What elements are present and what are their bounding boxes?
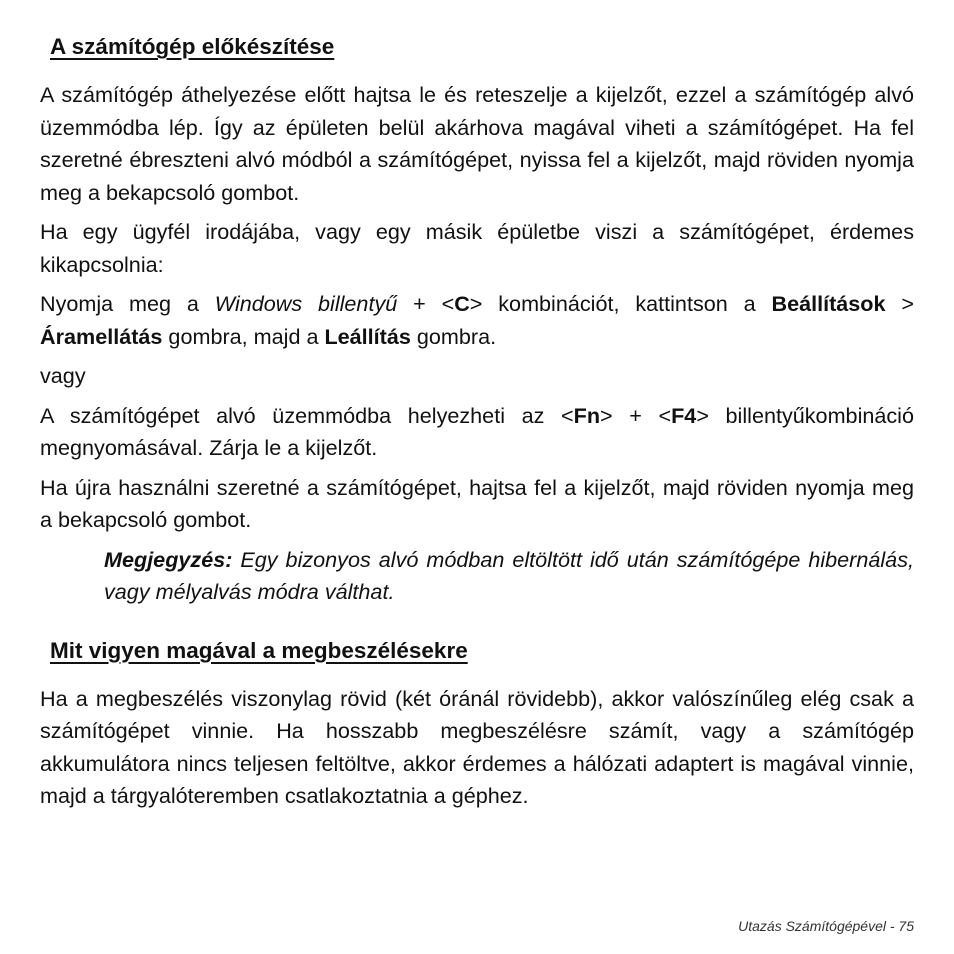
key-fn: Fn xyxy=(573,402,601,428)
note-text: Egy bizonyos alvó módban eltöltött idő után számítógépe hibernálás, vagy mélyalvás módra válthat. xyxy=(104,546,914,604)
heading-text: Mit vigyen magával a megbeszélésekre xyxy=(50,637,468,663)
key-f4: F4 xyxy=(671,402,697,428)
page-footer: Utazás Számítógépével - 75 xyxy=(738,918,914,934)
key-c: C xyxy=(454,291,470,316)
shutdown-text: Leállítás xyxy=(324,323,411,349)
paragraph-shutdown-intro: Ha egy ügyfél irodájába, vagy egy másik épületbe viszi a számítógépet, érdemes kikapcsolnia: xyxy=(40,219,914,277)
paragraph-wake-up: Ha újra használni szeretné a számítógépet, hajtsa fel a kijelzőt, majd röviden nyomja meg a bekapcsoló gombot. xyxy=(40,474,914,532)
section-heading-preparing xyxy=(40,34,914,60)
power-text: Áramellátás xyxy=(40,323,163,349)
paragraph-move-computer: A számítógép áthelyezése előtt hajtsa le és reteszelje a kijelzőt, ezzel a számítógép alvó üzemmódba lép. Így az épületen belül akárhova magával viheti a számítógépet. Ha fel szeretné ébreszteni alvó módból a számítógépet, nyissa fel a kijelzőt, majd röviden nyomja meg a bekapcsoló gombot. xyxy=(40,82,914,205)
paragraph-or: vagy xyxy=(40,363,86,388)
section-heading-meetings xyxy=(40,638,914,664)
paragraph-meetings: Ha a megbeszélés viszonylag rövid (két óránál rövidebb), akkor valószínűleg elég csak a számítógépet vinnie. Ha hosszabb megbeszélésre számít, vagy a számítógép akkumulátora nincs teljesen feltöltve, akkor érdemes a hálózati adaptert is magával vinnie, majd a tárgyalóteremben csatlakoztatnia a géphez. xyxy=(40,685,914,808)
note-paragraph xyxy=(104,544,914,609)
windows-key-text: Windows billentyű xyxy=(214,291,398,316)
document-page xyxy=(40,0,914,813)
settings-text: Beállítások xyxy=(771,291,886,316)
note-label: Megjegyzés: xyxy=(104,546,233,572)
paragraph-shutdown-steps: Nyomja meg a Windows billentyű + <C> kombinációt, kattintson a Beállítások > Áramellátás gombra, majd a Leállítás gombra. xyxy=(40,291,914,349)
heading-text: A számítógép előkészítése xyxy=(50,34,335,59)
paragraph-sleep-shortcut: A számítógépet alvó üzemmódba helyezheti az <Fn> + <F4> billentyűkombináció megnyomásával. Zárja le a kijelzőt. xyxy=(40,402,914,460)
